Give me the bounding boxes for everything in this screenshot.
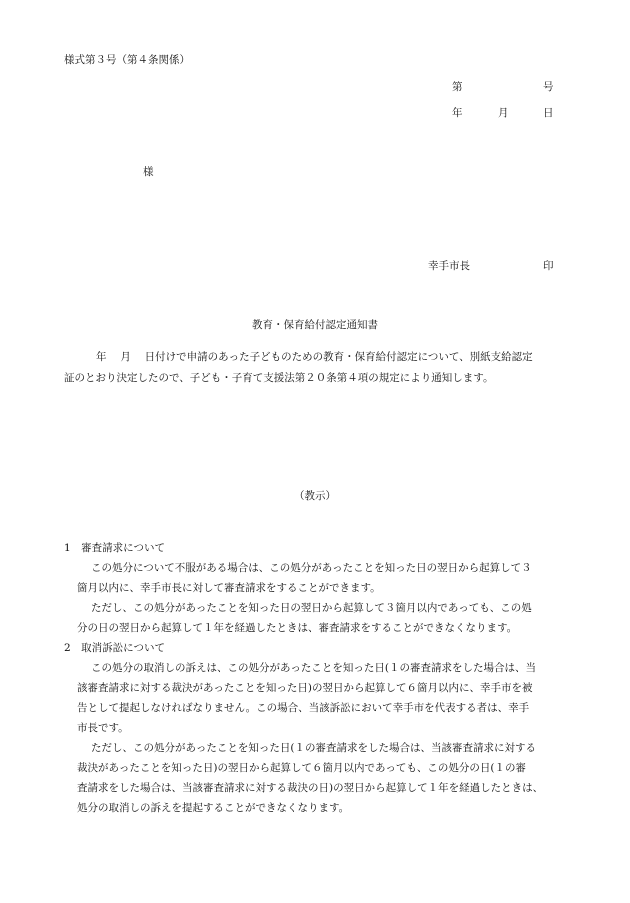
section-2-para-2-line-4: 処分の取消しの訴えを提起することができなくなります。: [77, 802, 350, 814]
date-year: 年: [452, 107, 463, 119]
document-number-prefix: 第: [452, 81, 463, 93]
seal-mark: 印: [543, 260, 554, 272]
document-title: 教育・保育給付認定通知書: [252, 319, 378, 331]
section-2-para-2-line-1: ただし、この処分があったことを知った日(１の審査請求をした場合は、当該審査請求に対する: [91, 742, 536, 754]
date-month: 月: [498, 107, 509, 119]
section-2-para-2-line-2: 裁決があったことを知った日)の翌日から起算して６箇月以内であっても、この処分の日(１の審: [77, 762, 526, 774]
section-2-para-2-line-3: 査請求をした場合は、当該審査請求に対する裁決の日)の翌日から起算して１年を経過したときは、: [77, 782, 544, 794]
document-number-suffix: 号: [543, 81, 554, 93]
issuer-name: 幸手市長: [428, 260, 470, 272]
section-1-para-2-line-2: 分の日の翌日から起算して１年を経過したときは、審査請求をすることができなくなります。: [77, 622, 518, 634]
body-line-1: 年 月 日付けで申請のあった子どものための教育・保育給付認定について、別紙支給認定: [96, 351, 533, 363]
section-1-para-2-line-1: ただし、この処分があったことを知った日の翌日から起算して３箇月以内であっても、この処: [91, 602, 532, 614]
body-line-2: 証のとおり決定したので、子ども・子育て支援法第２０条第４項の規定により通知します。: [64, 372, 494, 384]
section-1-para-1-line-1: この処分について不服がある場合は、この処分があったことを知った日の翌日から起算して３: [91, 562, 532, 574]
instruction-heading: （教示）: [294, 490, 336, 502]
date-day: 日: [543, 107, 554, 119]
form-number-label: 様式第３号（第４条関係）: [64, 54, 190, 66]
section-1-para-1-line-2: 箇月以内に、幸手市長に対して審査請求をすることができます。: [77, 582, 381, 594]
section-2-para-1-line-3: 告として提起しなければなりません。この場合、当該訴訟において幸手市を代表する者は、幸手: [77, 702, 530, 714]
section-2-para-1-line-1: この処分の取消しの訴えは、この処分があったことを知った日(１の審査請求をした場合は、当: [91, 662, 536, 674]
section-2-para-1-line-4: 市長です。: [77, 722, 129, 734]
section-heading-review-request: 1 審査請求について: [64, 542, 165, 554]
addressee-honorific: 様: [143, 166, 154, 178]
section-2-para-1-line-2: 該審査請求に対する裁決があったことを知った日)の翌日から起算して６箇月以内に、幸手市を被: [77, 682, 533, 694]
section-heading-revocation-suit: 2 取消訴訟について: [64, 642, 165, 654]
